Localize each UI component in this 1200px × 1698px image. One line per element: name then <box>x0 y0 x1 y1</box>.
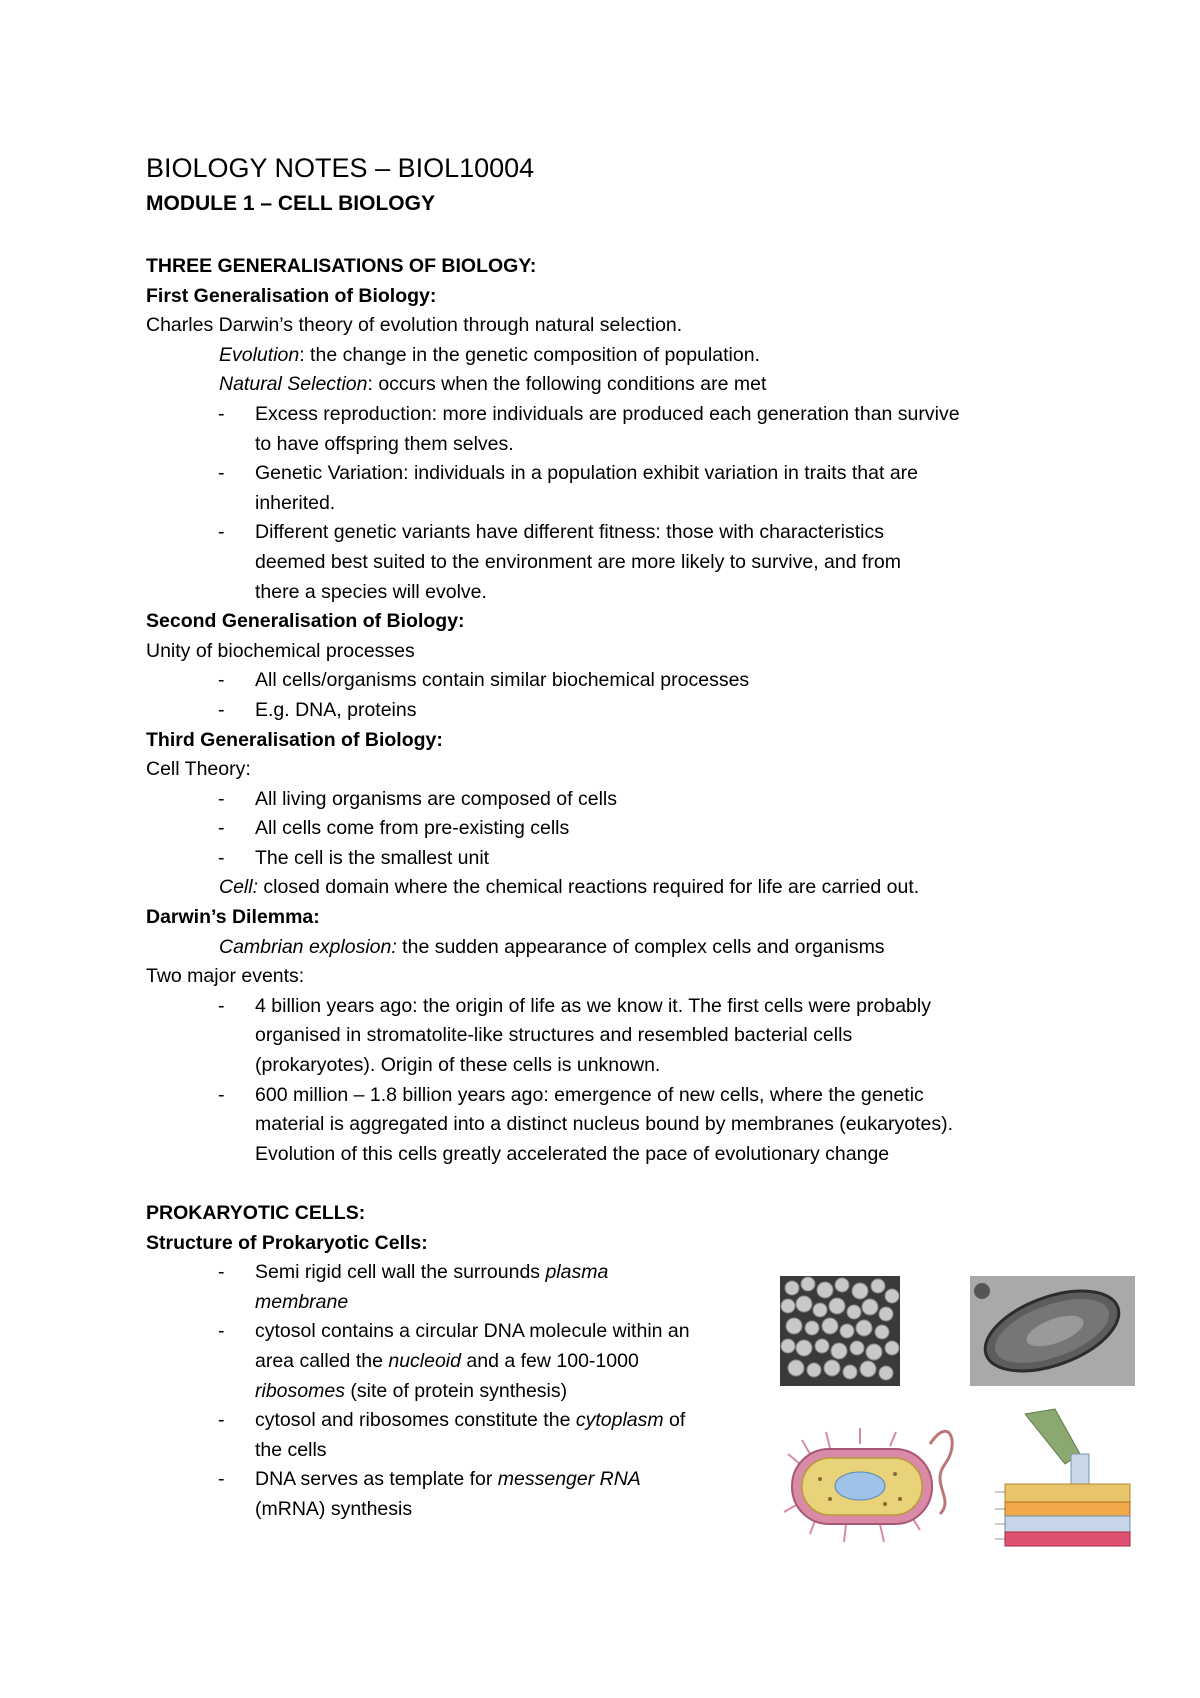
definition-evolution <box>146 341 1106 371</box>
spacer <box>146 1169 1106 1199</box>
bullet-continuation: inherited. <box>255 491 336 514</box>
bullet-item <box>146 1081 1106 1111</box>
bullet-item <box>146 785 1106 815</box>
document-title: BIOLOGY NOTES – BIOL10004 <box>146 153 535 183</box>
definition-text: the sudden appearance of complex cells and organisms <box>396 935 885 958</box>
subheading-first: First Generalisation of Biology: <box>146 284 437 307</box>
bullet-text: All cells/organisms contain similar biochemical processes <box>255 669 750 692</box>
term: plasma <box>545 1261 609 1284</box>
bullet-item <box>146 400 1106 430</box>
section-heading: THREE GENERALISATIONS OF BIOLOGY: <box>146 255 537 277</box>
section-heading-prokaryotic: PROKARYOTIC CELLS: <box>146 1202 366 1224</box>
bullet-item <box>146 992 1106 1022</box>
tem-micrograph-image <box>970 1276 1135 1386</box>
bullet-text: area called the <box>255 1349 389 1372</box>
bullet-text: of <box>663 1409 686 1432</box>
bullet-text: Different genetic variants have different fitness: those with characteristics <box>255 521 885 544</box>
bullet-item <box>146 518 1106 548</box>
definition-cell <box>146 873 1106 903</box>
bullet-text: cytosol contains a circular DNA molecule within an <box>255 1320 690 1343</box>
bullet-item <box>146 844 1106 874</box>
term: Evolution <box>219 343 300 366</box>
bullet-continuation: organised in stromatolite-like structures and resembled bacterial cells <box>255 1024 853 1047</box>
subheading-structure: Structure of Prokaryotic Cells: <box>146 1231 428 1254</box>
bullet-text: Genetic Variation: individuals in a population exhibit variation in traits that are <box>255 462 919 485</box>
subheading-second: Second Generalisation of Biology: <box>146 610 465 633</box>
term: messenger RNA <box>497 1468 641 1491</box>
paragraph: Cell Theory: <box>146 758 251 781</box>
bullet-item <box>146 814 1106 844</box>
definition-text: : occurs when the following conditions are met <box>367 373 767 396</box>
bullet-continuation: to have offspring them selves. <box>255 432 514 455</box>
paragraph: Charles Darwin’s theory of evolution through natural selection. <box>146 314 683 337</box>
bullet-text: All cells come from pre-existing cells <box>255 817 570 840</box>
bullet-dash: - <box>218 817 225 840</box>
bullet-continuation: deemed best suited to the environment are more likely to survive, and from <box>255 550 901 573</box>
bullet-item <box>146 666 1106 696</box>
definition-natural-selection <box>146 370 1106 400</box>
paragraph: Unity of biochemical processes <box>146 639 415 662</box>
bullet-dash: - <box>218 521 225 544</box>
cell-envelope-illustration <box>985 1404 1135 1564</box>
bullet-text: Semi rigid cell wall the surrounds <box>255 1261 546 1284</box>
bullet-dash: - <box>218 462 225 485</box>
bullet-continuation: there a species will evolve. <box>255 580 487 603</box>
bullet-dash: - <box>218 787 225 810</box>
sem-micrograph-image <box>780 1276 900 1386</box>
term: membrane <box>255 1290 349 1313</box>
bullet-item <box>146 696 1106 726</box>
bullet-text: 4 billion years ago: the origin of life as we know it. The first cells were probably <box>255 994 931 1017</box>
bullet-dash: - <box>218 669 225 692</box>
bullet-continuation: (mRNA) synthesis <box>255 1497 413 1520</box>
bullet-text: E.g. DNA, proteins <box>255 698 417 721</box>
bullet-text: and a few 100-1000 <box>460 1349 639 1372</box>
bullet-dash: - <box>218 1261 225 1284</box>
bullet-continuation: (prokaryotes). Origin of these cells is unknown. <box>255 1054 661 1077</box>
term: Cell: <box>219 876 259 899</box>
definition-text: : the change in the genetic composition of population. <box>299 343 760 366</box>
term: ribosomes <box>255 1379 345 1402</box>
term: Cambrian explosion: <box>219 935 397 958</box>
bullet-item <box>146 459 1106 489</box>
bullet-continuation: material is aggregated into a distinct nucleus bound by membranes (eukaryotes). <box>255 1113 954 1136</box>
bullet-text: 600 million – 1.8 billion years ago: emergence of new cells, where the genetic <box>255 1083 924 1106</box>
bullet-dash: - <box>218 846 225 869</box>
bullet-text: Excess reproduction: more individuals are produced each generation than survive <box>255 402 960 425</box>
prokaryote-figure <box>780 1276 1140 1576</box>
definition-text: closed domain where the chemical reactions required for life are carried out. <box>258 876 920 899</box>
bullet-text: DNA serves as template for <box>255 1468 498 1491</box>
bacterium-illustration <box>780 1404 965 1564</box>
term: nucleoid <box>388 1349 461 1372</box>
definition-cambrian <box>146 933 1106 963</box>
bullet-dash: - <box>218 994 225 1017</box>
bullet-text: The cell is the smallest unit <box>255 846 490 869</box>
bullet-dash: - <box>218 1320 225 1343</box>
bullet-continuation: the cells <box>255 1438 327 1461</box>
bullet-dash: - <box>218 402 225 425</box>
subheading-third: Third Generalisation of Biology: <box>146 728 443 751</box>
bullet-dash: - <box>218 1083 225 1106</box>
paragraph: Two major events: <box>146 965 305 988</box>
bullet-text: cytosol and ribosomes constitute the <box>255 1409 576 1432</box>
bullet-dash: - <box>218 1468 225 1491</box>
term: cytoplasm <box>575 1409 664 1432</box>
term: Natural Selection <box>219 373 368 396</box>
bullet-text: (site of protein synthesis) <box>344 1379 568 1402</box>
bullet-dash: - <box>218 1409 225 1432</box>
subheading-dilemma: Darwin’s Dilemma: <box>146 906 320 929</box>
bullet-text: All living organisms are composed of cells <box>255 787 617 810</box>
module-title: MODULE 1 – CELL BIOLOGY <box>146 192 435 215</box>
bullet-continuation: Evolution of this cells greatly accelerated the pace of evolutionary change <box>255 1142 890 1165</box>
bullet-dash: - <box>218 698 225 721</box>
